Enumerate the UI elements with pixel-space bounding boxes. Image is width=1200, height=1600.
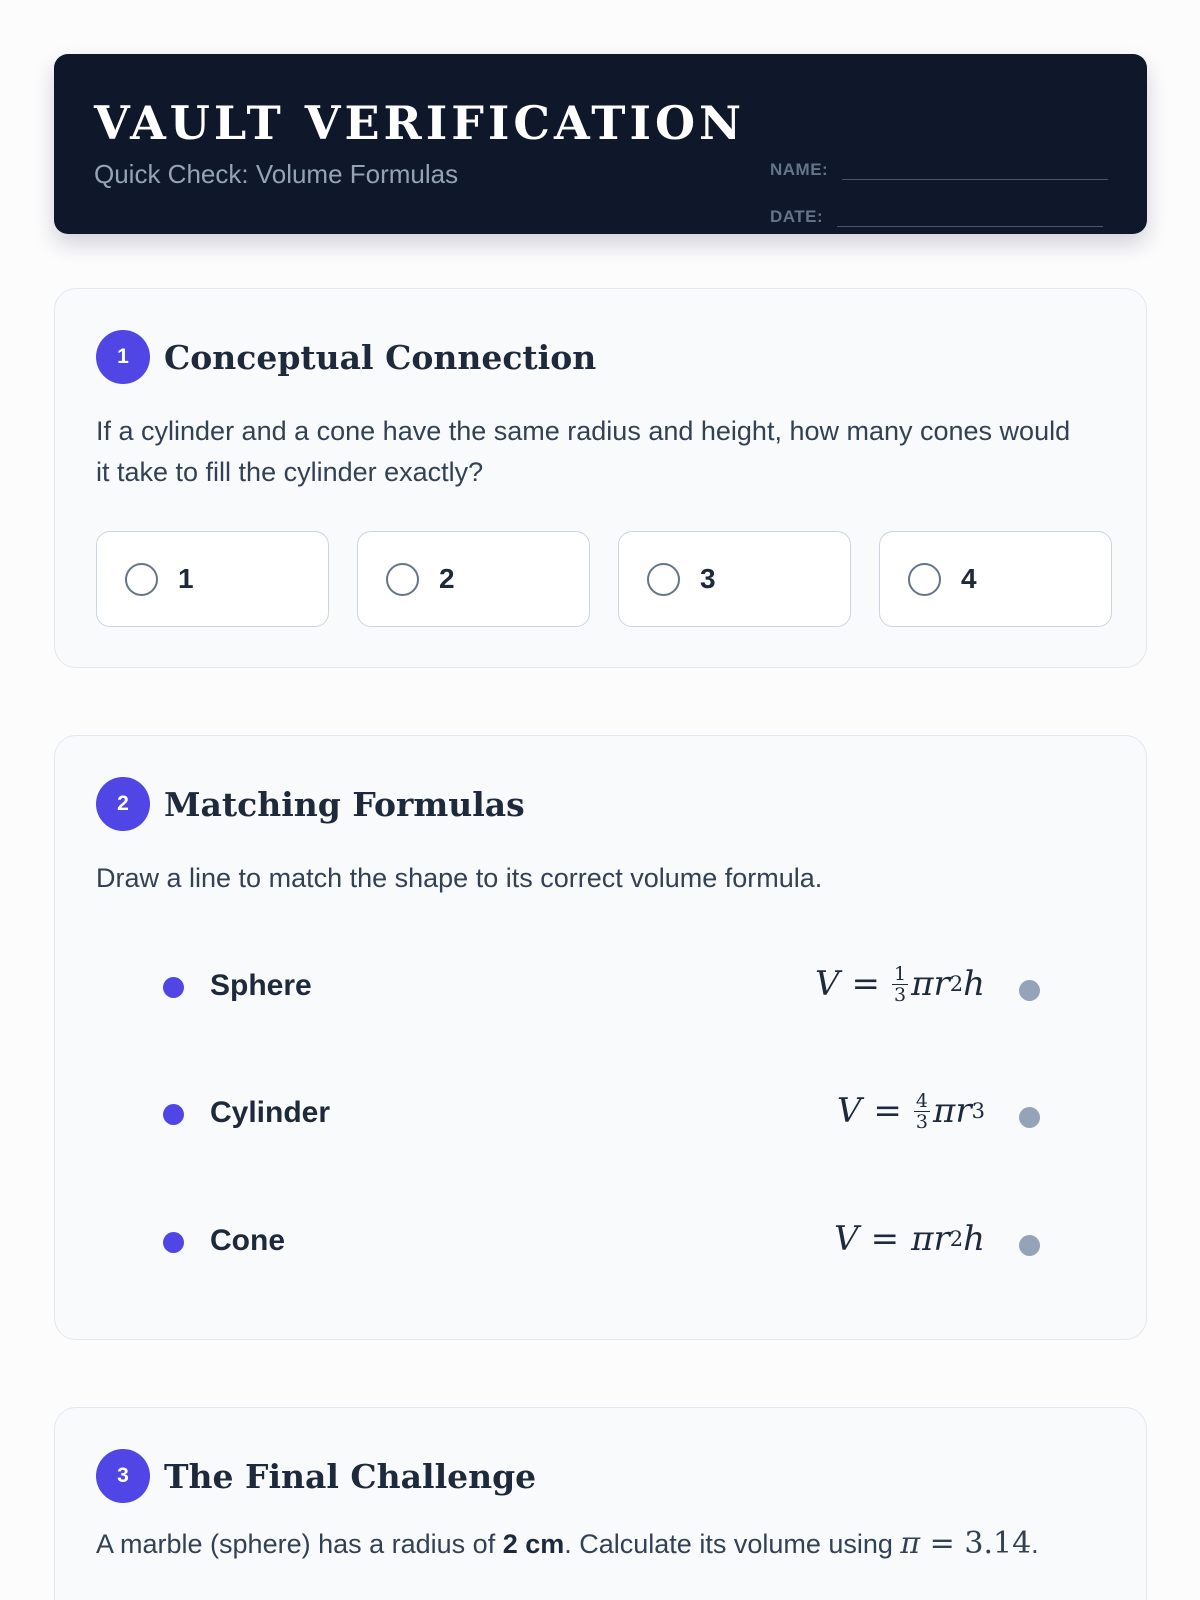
question-header <box>96 1449 536 1503</box>
radius-value: 2 cm <box>502 1529 565 1559</box>
answer-options <box>96 531 1112 627</box>
formula-tail: h <box>963 1219 985 1259</box>
fraction-numerator: 4 <box>915 1089 929 1112</box>
date-label: DATE: <box>770 207 824 226</box>
question-number-badge: 2 <box>96 777 150 831</box>
page-title: VAULT VERIFICATION <box>94 96 746 150</box>
text-before: A marble (sphere) has a radius of <box>96 1529 503 1559</box>
question-header <box>96 330 596 384</box>
fraction-denominator: 3 <box>915 1110 929 1133</box>
formula-body: πr <box>911 1219 950 1259</box>
match-row <box>55 1211 1148 1271</box>
name-label: NAME: <box>770 160 829 179</box>
question-card-2 <box>54 735 1147 1340</box>
formula-cone-volume: V = $\frac{1}{3}$ πr 2 h <box>815 960 985 1008</box>
option-label: 1 <box>178 563 194 594</box>
formula-fraction <box>892 964 908 1005</box>
option-label: 2 <box>439 563 455 594</box>
shape-label-sphere: Sphere <box>210 969 312 1002</box>
answer-option-1[interactable] <box>96 531 329 627</box>
worksheet-header <box>54 54 1147 234</box>
answer-option-3[interactable] <box>618 531 851 627</box>
pi-equals: = <box>929 1526 955 1561</box>
shape-label-cone: Cone <box>210 1224 285 1257</box>
radio-icon[interactable] <box>386 563 419 596</box>
match-row <box>55 1083 1148 1143</box>
name-row <box>770 160 1108 180</box>
name-field[interactable] <box>842 160 1108 180</box>
formula-connector-dot[interactable] <box>1019 1107 1040 1128</box>
formula-lhs: V <box>834 1219 859 1259</box>
shape-connector-dot[interactable] <box>163 1232 184 1253</box>
question-card-3 <box>54 1407 1147 1600</box>
formula-tail: h <box>963 964 985 1004</box>
pi-value: 3.14 <box>964 1526 1032 1561</box>
answer-option-4[interactable] <box>879 531 1112 627</box>
pi-expression <box>900 1526 1031 1561</box>
question-header <box>96 777 525 831</box>
option-label: 4 <box>961 563 977 594</box>
option-label: 3 <box>700 563 716 594</box>
radio-icon[interactable] <box>125 563 158 596</box>
radio-icon[interactable] <box>908 563 941 596</box>
question-text <box>96 1523 1039 1565</box>
answer-option-2[interactable] <box>357 531 590 627</box>
question-number-badge: 1 <box>96 330 150 384</box>
date-field[interactable] <box>837 207 1103 227</box>
fraction-numerator: 1 <box>894 962 907 985</box>
formula-cylinder-volume: V = πr 2 h <box>834 1215 985 1263</box>
formula-equals: = <box>870 1219 900 1259</box>
formula-sphere-volume: V = $\frac{4}{3}$ πr 3 <box>837 1087 985 1135</box>
page-subtitle: Quick Check: Volume Formulas <box>94 159 459 189</box>
formula-equals: = <box>873 1091 902 1131</box>
formula-body: πr <box>933 1091 972 1131</box>
formula-lhs: V <box>836 1091 862 1131</box>
question-card-1 <box>54 288 1147 668</box>
question-title: Conceptual Connection <box>164 337 597 377</box>
date-row <box>770 207 1103 227</box>
radio-icon[interactable] <box>647 563 680 596</box>
formula-lhs: V <box>814 964 840 1004</box>
text-end: . <box>1031 1529 1039 1559</box>
match-row <box>55 956 1148 1016</box>
question-title: Matching Formulas <box>164 784 525 824</box>
formula-equals: = <box>851 964 881 1004</box>
text-middle: . Calculate its volume using <box>564 1529 901 1559</box>
shape-label-cylinder: Cylinder <box>210 1096 331 1129</box>
pi-symbol: π <box>900 1526 921 1561</box>
question-text: If a cylinder and a cone have the same radius and height, how many cones would it take to fill the cylinder exactly? <box>96 416 1071 487</box>
fraction-denominator: 3 <box>894 983 907 1006</box>
shape-connector-dot[interactable] <box>163 1104 184 1125</box>
question-title: The Final Challenge <box>164 1456 537 1496</box>
question-text: Draw a line to match the shape to its correct volume formula. <box>96 863 823 893</box>
shape-connector-dot[interactable] <box>163 977 184 998</box>
formula-connector-dot[interactable] <box>1019 980 1040 1001</box>
question-number-badge: 3 <box>96 1449 150 1503</box>
formula-connector-dot[interactable] <box>1019 1235 1040 1256</box>
formula-fraction <box>914 1091 930 1132</box>
formula-body: πr <box>911 964 950 1004</box>
